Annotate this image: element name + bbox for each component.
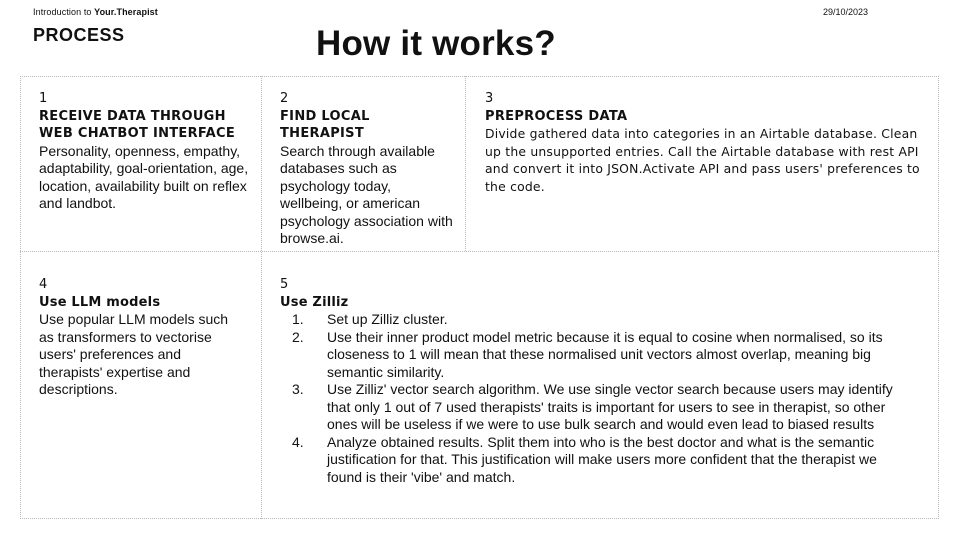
intro-prefix: Introduction to (33, 7, 95, 17)
step-heading: Use Zilliz (280, 294, 349, 310)
step-description: Personality, openness, empathy, adaptability, goal-orientation, age, location, availability built on reflex and landbot. (39, 142, 249, 211)
list-index: 2. (292, 328, 304, 345)
step-description: Divide gathered data into categories in an Airtable database. Clean up the unsupported entries. Call the Airtable database with rest API and convert it into JSON.Activate API and pass users' preferences to the code. (485, 126, 920, 194)
list-text: Use their inner product model metric because it is equal to cosine when normalised, so its closeness to 1 will mean that these normalised unit vectors almost overlap, meaning big semantic similarity. (327, 328, 883, 380)
step-heading: Use LLM models (39, 294, 161, 310)
step-card-5 (280, 276, 915, 486)
step-card-3 (485, 90, 925, 195)
step-heading-line-2: WEB CHATBOT INTERFACE (39, 126, 235, 141)
step-number: 1 (39, 91, 48, 106)
step-heading: PREPROCESS DATA (485, 108, 628, 124)
step-list (280, 311, 915, 486)
step-description: Search through available databases such as psychology today, wellbeing, or american psychology association with browse.ai. (280, 142, 453, 246)
list-item (280, 434, 915, 487)
step-heading: FIND LOCAL THERAPIST (280, 108, 370, 141)
step-card-4 (39, 276, 244, 399)
step-card-2 (280, 90, 455, 248)
list-text: Use Zilliz' vector search algorithm. We use single vector search because users may identify that only 1 out of 7 used therapists' traits is important for users to see in therapist, so other ones will be useless if we were to use bulk search and would even lead to biased results (327, 381, 893, 432)
list-index: 1. (292, 311, 304, 327)
list-item (280, 311, 915, 329)
date-label: 29/10/2023 (823, 7, 869, 17)
list-item (280, 329, 915, 382)
grid-divider-col-1 (261, 76, 262, 519)
grid-divider-row (20, 251, 939, 252)
step-number: 4 (39, 277, 48, 292)
step-number: 2 (280, 91, 289, 106)
list-text: Analyze obtained results. Split them into who is the best doctor and what is the semantic justification for that. This justification will make users more confident that the therapist we found is their 'vibe' and match. (327, 433, 877, 485)
section-label: PROCESS (33, 25, 125, 45)
step-card-1 (39, 90, 253, 213)
list-item (280, 381, 915, 434)
intro-label (33, 7, 158, 17)
step-number: 5 (280, 277, 289, 292)
list-index: 3. (292, 381, 304, 397)
step-heading-line-1: RECEIVE DATA THROUGH (39, 108, 226, 124)
grid-divider-col-2 (465, 76, 466, 251)
step-number: 3 (485, 91, 494, 106)
list-text: Set up Zilliz cluster. (327, 311, 448, 327)
step-description: Use popular LLM models such as transformers to vectorise users' preferences and therapists' expertise and descriptions. (39, 311, 229, 397)
brand-name: Your.Therapist (94, 7, 158, 17)
step-heading (39, 108, 253, 143)
list-index: 4. (292, 433, 304, 450)
page-title: How it works? (316, 24, 556, 63)
